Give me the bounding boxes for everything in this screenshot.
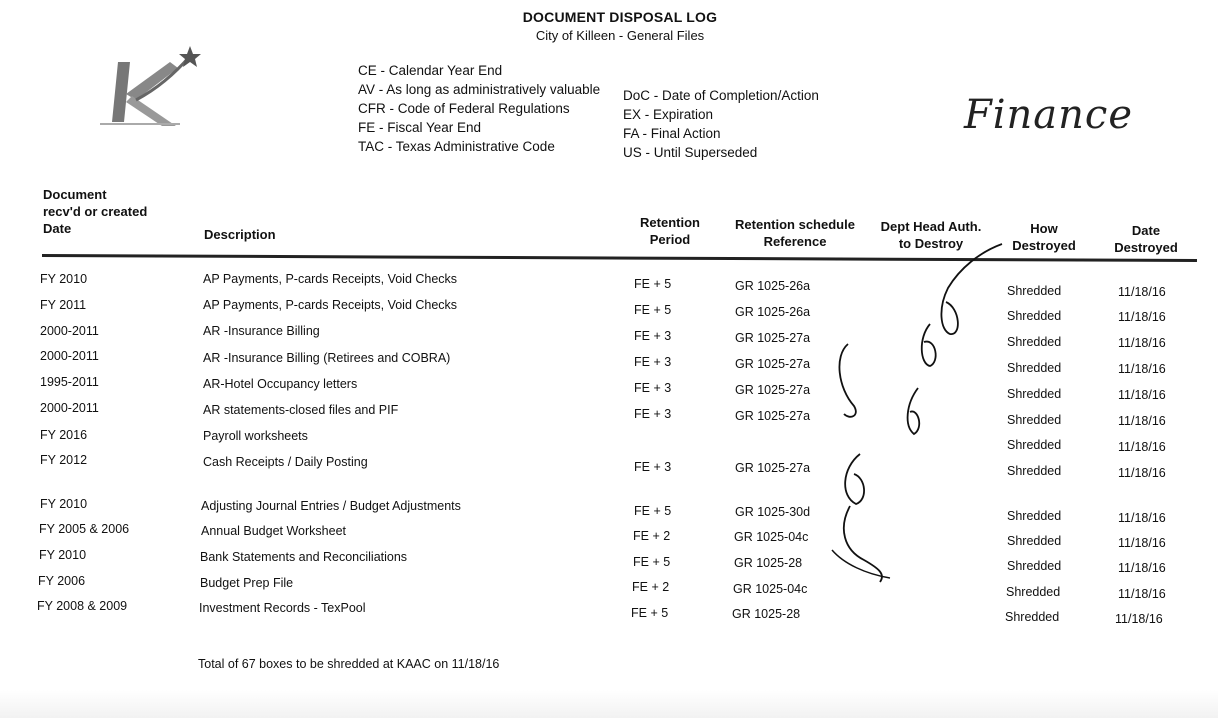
abbreviation-legend-left bbox=[358, 61, 600, 156]
row-how-destroyed: Shredded bbox=[1007, 284, 1062, 298]
row-date-destroyed: 11/18/16 bbox=[1118, 440, 1166, 454]
column-header-date-line1: Document bbox=[43, 187, 107, 202]
abbr-av: AV - As long as administratively valuable bbox=[358, 82, 601, 97]
column-header-how-line1: How bbox=[1030, 221, 1058, 236]
killeen-star-k-logo-icon bbox=[96, 44, 206, 134]
table-row bbox=[0, 272, 1218, 299]
abbr-tac: TAC - Texas Administrative Code bbox=[358, 139, 555, 154]
row-reference: GR 1025-27a bbox=[735, 461, 811, 475]
row-date: 1995-2011 bbox=[40, 375, 99, 389]
row-how-destroyed: Shredded bbox=[1007, 509, 1062, 523]
table-row bbox=[0, 349, 1218, 376]
column-header-reference-line2: Reference bbox=[763, 234, 827, 249]
column-header-how-line2: Destroyed bbox=[1012, 238, 1076, 253]
column-header-description: Description bbox=[204, 227, 276, 242]
row-how-destroyed: Shredded bbox=[1007, 438, 1062, 452]
row-description: AR-Hotel Occupancy letters bbox=[203, 377, 358, 391]
row-date: FY 2010 bbox=[39, 548, 87, 562]
row-how-destroyed: Shredded bbox=[1007, 464, 1062, 478]
row-description: Investment Records - TexPool bbox=[199, 601, 366, 615]
row-retention: FE + 2 bbox=[633, 529, 671, 543]
row-reference: GR 1025-28 bbox=[734, 556, 803, 570]
department-handwritten: Finance bbox=[964, 92, 1133, 138]
row-date-destroyed: 11/18/16 bbox=[1118, 336, 1166, 350]
row-date: FY 2010 bbox=[40, 497, 88, 511]
row-description: Payroll worksheets bbox=[203, 429, 308, 443]
row-date-destroyed: 11/18/16 bbox=[1118, 310, 1166, 324]
dept-head-signature-icon bbox=[820, 238, 1020, 598]
row-retention: FE + 3 bbox=[634, 407, 672, 421]
row-description: AP Payments, P-cards Receipts, Void Checks bbox=[203, 298, 458, 312]
table-row bbox=[0, 401, 1218, 428]
column-header-date-destroyed-line1: Date bbox=[1131, 223, 1161, 238]
table-row bbox=[0, 574, 1218, 601]
row-date: FY 2008 & 2009 bbox=[37, 599, 128, 613]
column-header-date-destroyed bbox=[1104, 222, 1188, 256]
abbr-us: US - Until Superseded bbox=[623, 145, 758, 160]
row-reference: GR 1025-04c bbox=[734, 530, 809, 544]
row-description: AR -Insurance Billing (Retirees and COBRA) bbox=[203, 351, 451, 365]
column-header-date-line3: Date bbox=[43, 221, 72, 236]
column-header-date bbox=[43, 186, 147, 237]
row-reference: GR 1025-27a bbox=[735, 357, 811, 371]
row-description: AP Payments, P-cards Receipts, Void Checks bbox=[203, 272, 458, 286]
row-how-destroyed: Shredded bbox=[1006, 585, 1061, 599]
row-date-destroyed: 11/18/16 bbox=[1118, 561, 1166, 575]
table-row bbox=[0, 375, 1218, 402]
table-row bbox=[0, 453, 1218, 480]
header-divider bbox=[42, 254, 1197, 262]
row-date-destroyed: 11/18/16 bbox=[1118, 466, 1166, 480]
table-row bbox=[0, 324, 1218, 350]
column-header-date-line2: recv'd or created bbox=[43, 204, 148, 219]
row-retention: FE + 3 bbox=[634, 460, 672, 474]
column-header-retention-line1: Retention bbox=[640, 215, 700, 230]
row-date: 2000-2011 bbox=[40, 401, 99, 415]
row-date: FY 2012 bbox=[40, 453, 88, 467]
row-description: Cash Receipts / Daily Posting bbox=[203, 455, 368, 469]
row-date: FY 2010 bbox=[40, 272, 88, 286]
row-date-destroyed: 11/18/16 bbox=[1118, 362, 1166, 376]
row-how-destroyed: Shredded bbox=[1007, 335, 1062, 349]
column-header-retention-line2: Period bbox=[649, 232, 691, 247]
row-date: 2000-2011 bbox=[40, 349, 99, 363]
page-bottom-shadow bbox=[0, 690, 1218, 718]
row-description: Annual Budget Worksheet bbox=[201, 524, 347, 538]
abbr-fa: FA - Final Action bbox=[623, 126, 721, 141]
table-row bbox=[0, 428, 1218, 454]
row-date: 2000-2011 bbox=[40, 324, 99, 338]
row-how-destroyed: Shredded bbox=[1007, 361, 1062, 375]
document-title: DOCUMENT DISPOSAL LOG bbox=[522, 9, 718, 25]
row-how-destroyed: Shredded bbox=[1007, 309, 1062, 323]
row-date: FY 2011 bbox=[40, 298, 87, 312]
row-date: FY 2006 bbox=[38, 574, 86, 588]
row-date-destroyed: 11/18/16 bbox=[1118, 285, 1166, 299]
row-reference: GR 1025-28 bbox=[732, 607, 801, 621]
row-date-destroyed: 11/18/16 bbox=[1118, 536, 1166, 550]
abbr-ex: EX - Expiration bbox=[623, 107, 714, 122]
table-row bbox=[0, 497, 1218, 525]
column-header-date-destroyed-line2: Destroyed bbox=[1114, 240, 1178, 255]
row-retention: FE + 5 bbox=[634, 504, 672, 518]
row-date: FY 2016 bbox=[40, 428, 88, 442]
row-date-destroyed: 11/18/16 bbox=[1118, 388, 1166, 402]
row-date-destroyed: 11/18/16 bbox=[1115, 612, 1163, 626]
column-header-retention bbox=[628, 214, 712, 248]
table-row bbox=[0, 548, 1218, 575]
column-header-dept-head-line2: to Destroy bbox=[898, 236, 964, 251]
abbr-cfr: CFR - Code of Federal Regulations bbox=[358, 101, 570, 116]
row-retention: FE + 3 bbox=[634, 329, 672, 343]
row-date: FY 2005 & 2006 bbox=[39, 522, 130, 536]
abbr-fe: FE - Fiscal Year End bbox=[358, 120, 482, 135]
row-description: Bank Statements and Reconciliations bbox=[200, 550, 408, 564]
row-retention: FE + 3 bbox=[634, 355, 672, 369]
row-how-destroyed: Shredded bbox=[1007, 413, 1062, 427]
column-header-reference-line1: Retention schedule bbox=[735, 217, 855, 232]
row-reference: GR 1025-26a bbox=[735, 305, 811, 319]
row-retention: FE + 2 bbox=[632, 580, 670, 594]
row-reference: GR 1025-26a bbox=[735, 279, 811, 293]
row-retention: FE + 5 bbox=[631, 606, 669, 620]
row-how-destroyed: Shredded bbox=[1007, 559, 1062, 573]
abbreviation-legend-right bbox=[623, 86, 819, 162]
column-header-dept-head-line1: Dept Head Auth. bbox=[880, 219, 982, 234]
row-retention: FE + 5 bbox=[634, 277, 672, 291]
row-retention: FE + 3 bbox=[634, 381, 672, 395]
row-reference: GR 1025-27a bbox=[735, 383, 811, 397]
row-reference: GR 1025-04c bbox=[733, 582, 808, 596]
table-row bbox=[0, 599, 1218, 626]
row-description: Adjusting Journal Entries / Budget Adjustments bbox=[201, 499, 461, 513]
row-description: AR statements-closed files and PIF bbox=[203, 403, 399, 417]
row-how-destroyed: Shredded bbox=[1005, 610, 1060, 624]
row-how-destroyed: Shredded bbox=[1007, 534, 1062, 548]
row-date-destroyed: 11/18/16 bbox=[1118, 511, 1166, 525]
row-date-destroyed: 11/18/16 bbox=[1118, 587, 1166, 601]
row-how-destroyed: Shredded bbox=[1007, 387, 1062, 401]
row-retention: FE + 5 bbox=[633, 555, 671, 569]
abbr-ce: CE - Calendar Year End bbox=[358, 63, 503, 78]
table-row bbox=[0, 298, 1218, 324]
row-description: AR -Insurance Billing bbox=[203, 324, 320, 338]
row-date-destroyed: 11/18/16 bbox=[1118, 414, 1166, 428]
row-description: Budget Prep File bbox=[200, 576, 294, 590]
row-reference: GR 1025-27a bbox=[735, 409, 811, 423]
abbr-doc: DoC - Date of Completion/Action bbox=[623, 88, 819, 103]
total-kaac: Total of 67 boxes to be shredded at KAAC on 11/18/16 bbox=[198, 657, 500, 671]
table-row bbox=[0, 522, 1218, 550]
row-reference: GR 1025-27a bbox=[735, 331, 811, 345]
row-retention: FE + 5 bbox=[634, 303, 672, 317]
title-block bbox=[0, 9, 1218, 43]
document-subtitle: City of Killeen - General Files bbox=[535, 28, 705, 43]
row-reference: GR 1025-30d bbox=[735, 505, 811, 519]
